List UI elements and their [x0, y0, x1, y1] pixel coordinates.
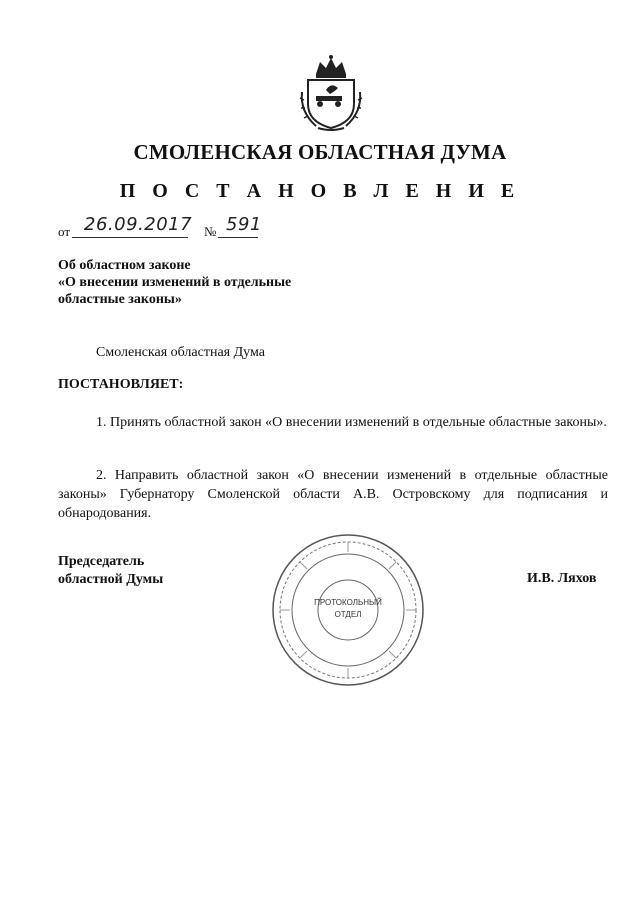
document-type-title: П О С Т А Н О В Л Е Н И Е	[119, 180, 521, 202]
subject-line-3: областные законы»	[58, 292, 182, 307]
position-line-2: областной Думы	[58, 572, 164, 587]
stamp-inner-line-2: ОТДЕЛ	[334, 610, 362, 619]
number-prefix: №	[204, 224, 217, 239]
stamp-inner-line-1: ПРОТОКОЛЬНЫЙ	[314, 598, 382, 607]
number-underline	[218, 237, 258, 238]
date-prefix: от	[58, 224, 71, 239]
handwritten-number: 591	[226, 214, 262, 235]
coat-of-arms-emblem	[296, 52, 366, 132]
signatory-position	[58, 553, 163, 589]
document-subject	[58, 257, 291, 308]
resolves-heading: ПОСТАНОВЛЯЕТ:	[58, 377, 184, 392]
date-underline	[72, 237, 188, 238]
subject-line-1: Об областном законе	[58, 258, 191, 273]
position-line-1: Председатель	[58, 554, 145, 569]
signatory-name: И.В. Ляхов	[527, 571, 597, 586]
resolution-item-2: 2. Направить областной закон «О внесении изменений в отдельные областные законы» Губернатору Смоленской области А.В. Островскому для подписания и обнародования.	[58, 468, 608, 521]
organization-title: СМОЛЕНСКАЯ ОБЛАСТНАЯ ДУМА	[133, 140, 507, 164]
official-stamp	[268, 530, 428, 690]
intro-text: Смоленская областная Дума	[96, 345, 265, 360]
handwritten-date: 26.09.2017	[84, 214, 193, 235]
resolution-item-1: 1. Принять областной закон «О внесении изменений в отдельные областные законы».	[96, 415, 607, 430]
subject-line-2: «О внесении изменений в отдельные	[58, 275, 292, 290]
